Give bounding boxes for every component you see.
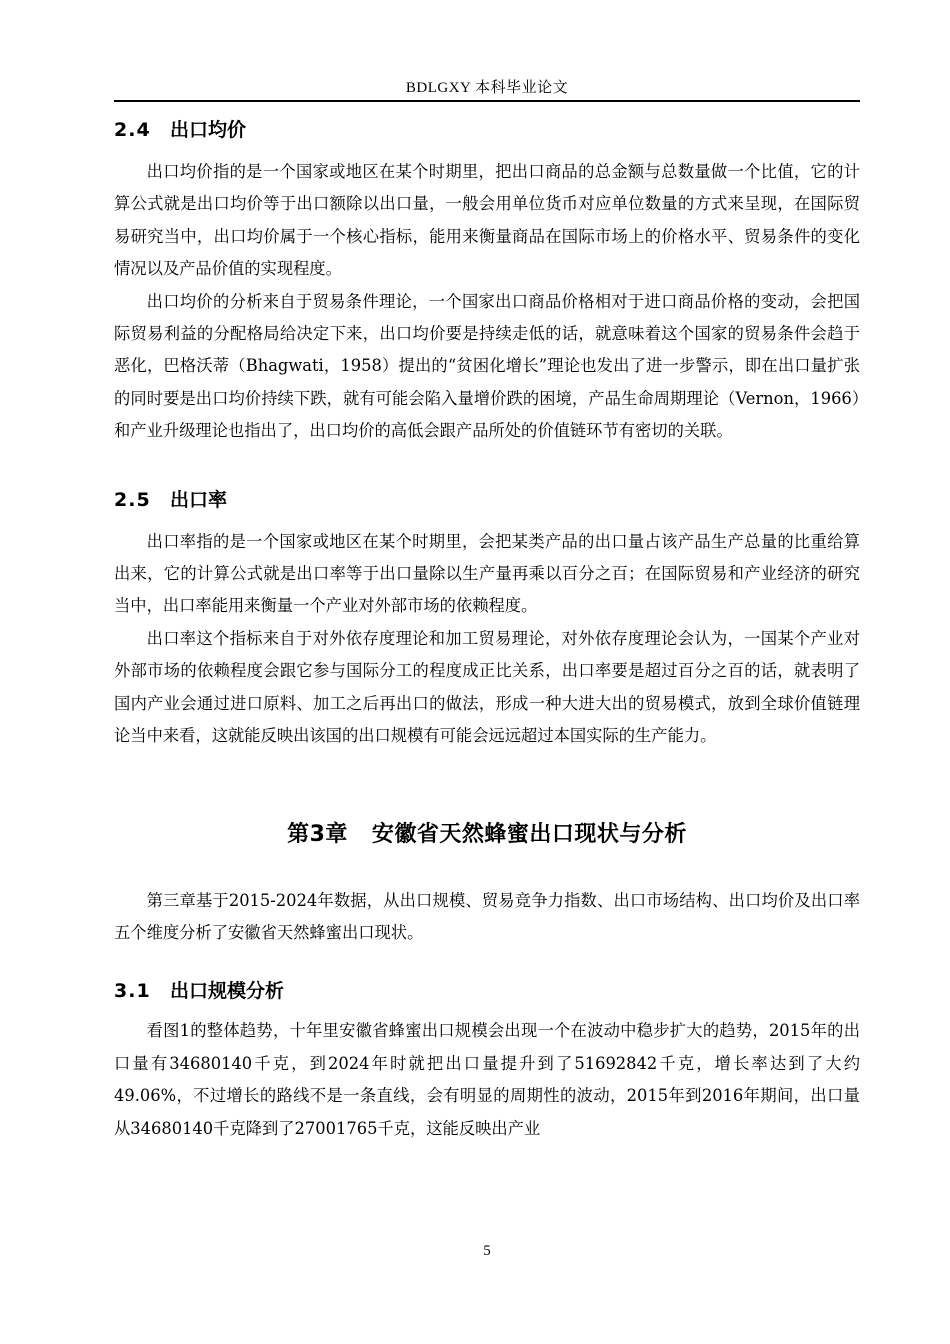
section-title: 出口均价 [170, 119, 247, 141]
section-heading-2-5 [114, 486, 860, 514]
paragraph: 出口率这个指标来自于对外依存度理论和加工贸易理论，对外依存度理论会认为，一国某个产业对外部市场的依赖程度会跟它参与国际分工的程度成正比关系，出口率要是超过百分之百的话，就表明了国内产业会通过进口原料、加工之后再出口的做法，形成一种大进大出的贸易模式，放到全球价值链理论当中来看，这就能反映出该国的出口规模有可能会远远超过本国实际的生产能力。 [114, 628, 860, 746]
chapter-title: 安徽省天然蜂蜜出口现状与分析 [371, 821, 687, 847]
running-header: BDLGXY 本科毕业论文 [405, 80, 569, 96]
paragraph: 出口均价指的是一个国家或地区在某个时期里，把出口商品的总金额与总数量做一个比值，它的计算公式就是出口均价等于出口额除以出口量，一般会用单位货币对应单位数量的方式来呈现，在国际贸易研究当中，出口均价属于一个核心指标，能用来衡量商品在国际市场上的价格水平、贸易条件的变化情况以及产品价值的实现程度。 [114, 162, 860, 279]
paragraph: 看图1的整体趋势，十年里安徽省蜂蜜出口规模会出现一个在波动中稳步扩大的趋势，2015年的出口量有34680140千克，到2024年时就把出口量提升到了51692842千克，增长率达到了大约49.06%，不过增长的路线不是一条直线，会有明显的周期性的波动，2015年到2016年期间，出口量从34680140千克降到了27001765千克，这能反映出产业 [114, 1021, 860, 1138]
page-body [114, 112, 860, 1145]
chapter-number: 第3章 [287, 821, 348, 847]
section-number: 2.4 [114, 119, 151, 141]
section-title: 出口率 [170, 488, 228, 511]
section-title: 出口规模分析 [170, 980, 285, 1003]
paragraph: 出口均价的分析来自于贸易条件理论，一个国家出口商品价格相对于进口商品价格的变动，会把国际贸易利益的分配格局给决定下来，出口均价要是持续走低的话，就意味着这个国家的贸易条件会趋于恶化，巴格沃蒂（Bhagwati，1958）提出的“贫困化增长”理论也发出了进一步警示，即在出口量扩张的同时要是出口均价持续下跌，就有可能会陷入量增价跌的困境，产品生命周期理论（Vernon，1966）和产业升级理论也指出了，出口均价的高低会跟产品所处的价值链环节有密切的关联。 [114, 291, 860, 441]
page-number: 5 [483, 1243, 491, 1259]
chapter-intro-paragraph: 第三章基于2015-2024年数据，从出口规模、贸易竞争力指数、出口市场结构、出口均价及出口率五个维度分析了安徽省天然蜂蜜出口现状。 [114, 890, 860, 942]
section-heading-2-4 [114, 116, 860, 144]
section-number: 2.5 [114, 488, 151, 511]
paragraph: 出口率指的是一个国家或地区在某个时期里，会把某类产品的出口量占该产品生产总量的比重给算出来，它的计算公式就是出口率等于出口量除以生产量再乘以百分之百；在国际贸易和产业经济的研究当中，出口率能用来衡量一个产业对外部市场的依赖程度。 [114, 531, 860, 616]
section-number: 3.1 [114, 980, 151, 1003]
header-rule [114, 100, 860, 102]
chapter-heading [114, 819, 860, 851]
section-heading-3-1 [114, 977, 860, 1005]
